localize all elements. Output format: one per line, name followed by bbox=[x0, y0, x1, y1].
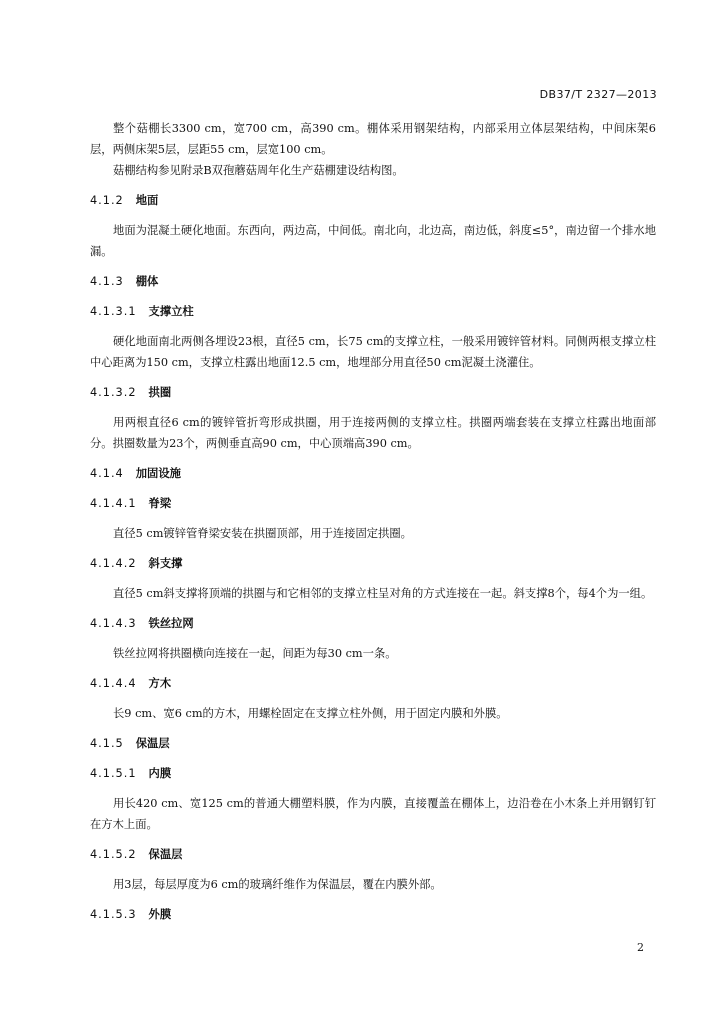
section-heading bbox=[90, 844, 656, 865]
section-heading bbox=[90, 553, 656, 574]
section-title: 内膜 bbox=[148, 767, 172, 780]
section-heading bbox=[90, 613, 656, 634]
section-heading bbox=[90, 493, 656, 514]
section-title: 加固设施 bbox=[135, 467, 181, 480]
section-heading bbox=[90, 382, 656, 403]
section-title: 铁丝拉网 bbox=[148, 617, 194, 630]
section-number: 4.1.5.3 bbox=[90, 908, 137, 921]
section-title: 斜支撑 bbox=[148, 557, 183, 570]
section-number: 4.1.4.2 bbox=[90, 557, 137, 570]
section-number: 4.1.4.1 bbox=[90, 497, 137, 510]
section-title: 外膜 bbox=[148, 908, 172, 921]
section-heading bbox=[90, 733, 656, 754]
body-paragraph: 用3层，每层厚度为6 cm的玻璃纤维作为保温层，覆在内膜外部。 bbox=[113, 878, 442, 891]
body-paragraph: 铁丝拉网将拱圈横向连接在一起，间距为每30 cm一条。 bbox=[113, 647, 397, 660]
body-paragraph: 直径5 cm镀锌管脊梁安装在拱圈顶部，用于连接固定拱圈。 bbox=[113, 527, 412, 540]
section-heading bbox=[90, 904, 656, 925]
section-number: 4.1.3.2 bbox=[90, 386, 137, 399]
section-number: 4.1.3 bbox=[90, 275, 124, 288]
section-title: 保温层 bbox=[135, 737, 170, 750]
body-paragraph: 直径5 cm斜支撑将顶端的拱圈与和它相邻的支撑立柱呈对角的方式连接在一起。斜支撑8个，每4个为一组。 bbox=[113, 587, 653, 600]
section-number: 4.1.5.1 bbox=[90, 767, 137, 780]
standard-number-header: DB37/T 2327—2013 bbox=[539, 88, 657, 101]
section-title: 方木 bbox=[148, 677, 172, 690]
section-number: 4.1.5.2 bbox=[90, 848, 137, 861]
section-title: 脊梁 bbox=[148, 497, 172, 510]
section-number: 4.1.4.3 bbox=[90, 617, 137, 630]
body-paragraph: 菇棚结构参见附录B双孢蘑菇周年化生产菇棚建设结构图。 bbox=[113, 164, 404, 177]
section-number: 4.1.3.1 bbox=[90, 305, 137, 318]
section-title: 拱圈 bbox=[148, 386, 172, 399]
body-paragraph: 整个菇棚长3300 cm，宽700 cm，高390 cm。棚体采用钢架结构，内部采用立体层架结构，中间床架6层，两侧床架5层，层距55 cm，层宽100 cm。 bbox=[90, 122, 656, 156]
section-title: 保温层 bbox=[148, 848, 183, 861]
body-paragraph: 用两根直径6 cm的镀锌管折弯形成拱圈，用于连接两侧的支撑立柱。拱圈两端套装在支撑立柱露出地面部分。拱圈数量为23个，两侧垂直高90 cm，中心顶端高390 cm。 bbox=[90, 416, 656, 450]
section-number: 4.1.4.4 bbox=[90, 677, 137, 690]
section-heading bbox=[90, 190, 656, 211]
section-heading bbox=[90, 271, 656, 292]
section-number: 4.1.4 bbox=[90, 467, 124, 480]
document-body bbox=[90, 118, 656, 934]
section-title: 地面 bbox=[135, 194, 159, 207]
section-heading bbox=[90, 763, 656, 784]
body-paragraph: 地面为混凝土硬化地面。东西向，两边高，中间低。南北向，北边高，南边低，斜度≤5°，南边留一个排水地漏。 bbox=[90, 224, 656, 258]
body-paragraph: 用长420 cm、宽125 cm的普通大棚塑料膜，作为内膜，直接覆盖在棚体上，边沿卷在小木条上并用钢钉钉在方木上面。 bbox=[90, 797, 656, 831]
section-number: 4.1.2 bbox=[90, 194, 124, 207]
body-paragraph: 长9 cm、宽6 cm的方木，用螺栓固定在支撑立柱外侧，用于固定内膜和外膜。 bbox=[113, 707, 508, 720]
section-title: 棚体 bbox=[135, 275, 159, 288]
section-title: 支撑立柱 bbox=[148, 305, 194, 318]
section-heading bbox=[90, 463, 656, 484]
page-number: 2 bbox=[637, 941, 644, 954]
section-heading bbox=[90, 673, 656, 694]
section-heading bbox=[90, 301, 656, 322]
body-paragraph: 硬化地面南北两侧各埋设23根，直径5 cm，长75 cm的支撑立柱，一般采用镀锌管材料。同侧两根支撑立柱中心距离为150 cm，支撑立柱露出地面12.5 cm，地埋部分用直径50 cm泥凝土浇灌住。 bbox=[90, 335, 656, 369]
section-number: 4.1.5 bbox=[90, 737, 124, 750]
